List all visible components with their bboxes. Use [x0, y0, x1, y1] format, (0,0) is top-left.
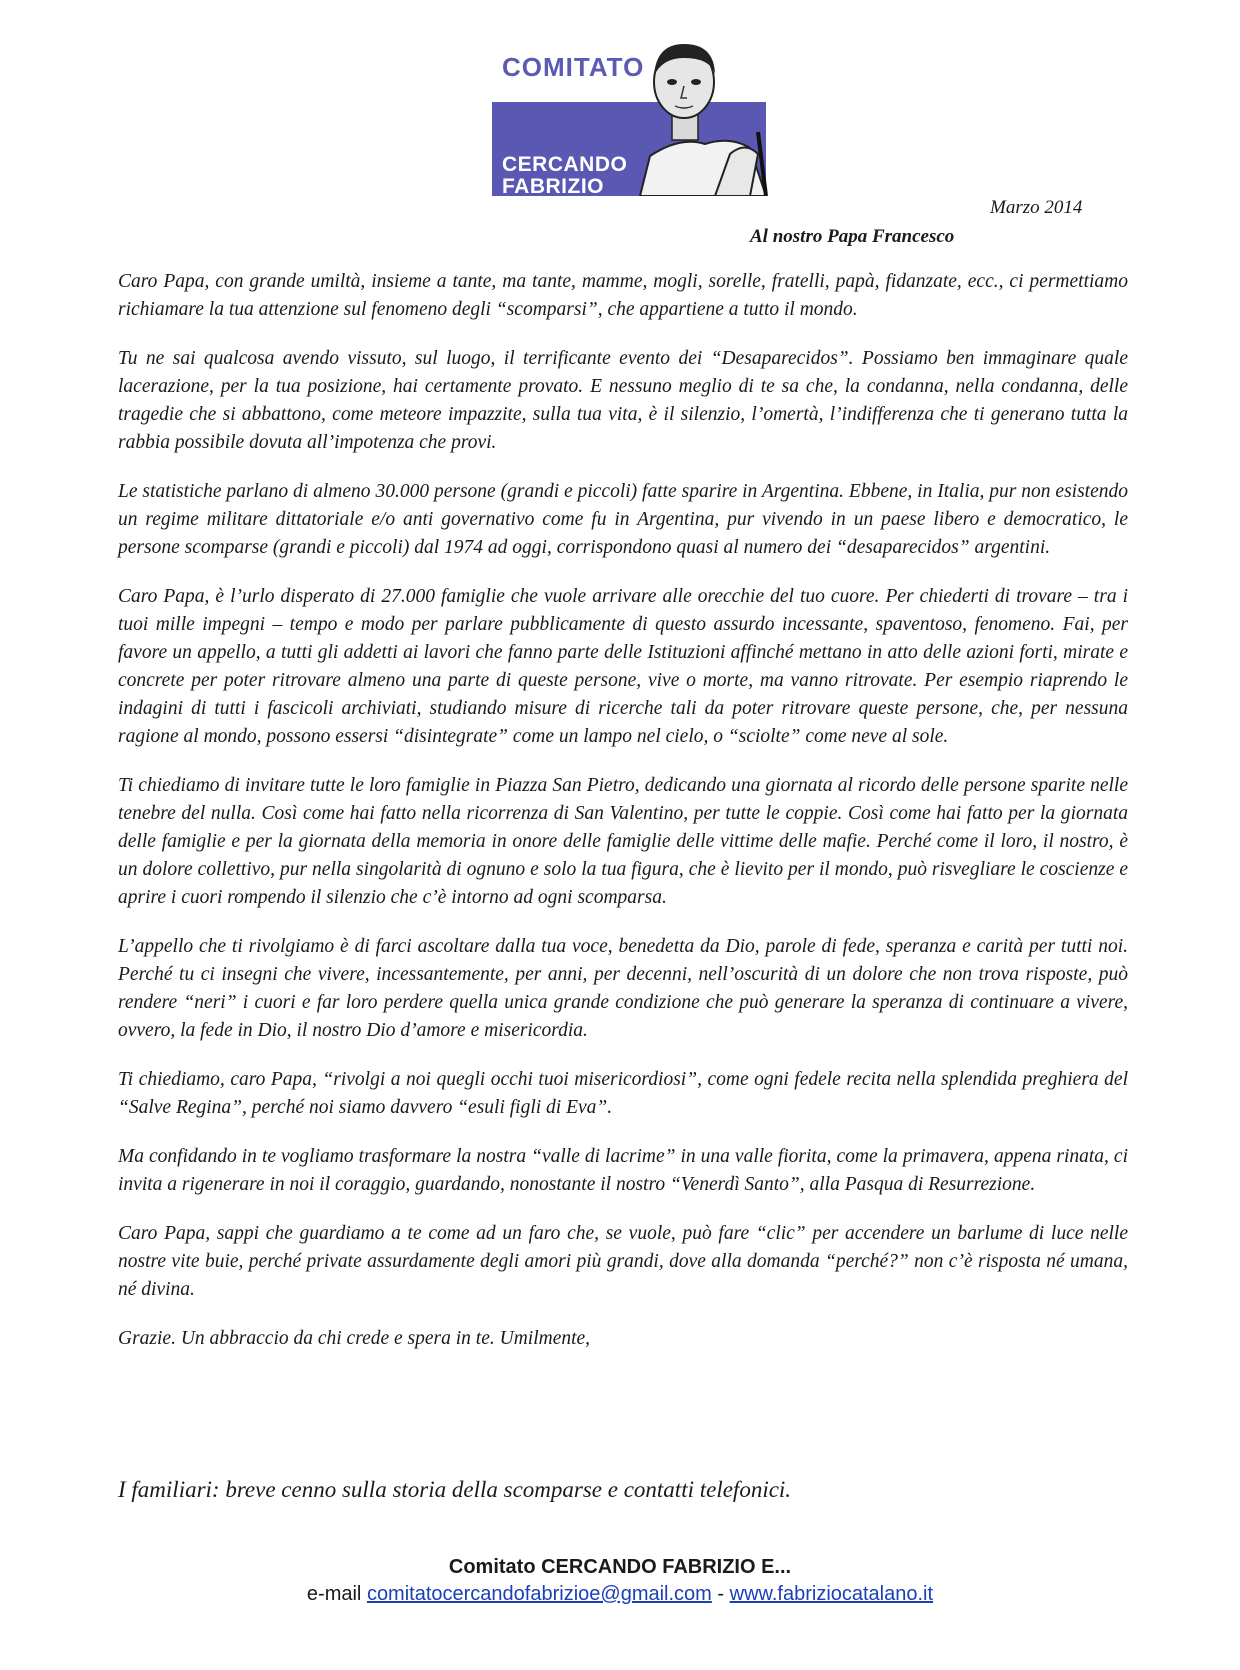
- logo-line-3: E...: [502, 197, 536, 220]
- paragraph: Caro Papa, sappi che guardiamo a te come ad un faro che, se vuole, può fare “clic” per accendere un barlume di luce nelle nostre vite buie, perché private assurdamente degli amori più grandi, dove alla domanda “perché?” non c’è risposta né umana, né divina.: [118, 1223, 1128, 1300]
- paragraph: Caro Papa, è l’urlo disperato di 27.000 famiglie che vuole arrivare alle orecchie del tuo cuore. Per chiederti di trovare – tra i tuoi mille impegni – tempo e modo per parlare pubblicamente di questo assurdo incessante, spaventoso, fenomeno. Fai, per favore un appello, a tutti gli addetti ai lavori che fanno parte delle Istituzioni affinché mettano in atto delle azioni forti, mirate e concrete per poter ritrovare almeno una parte di queste persone, vive o morte, ma vanno ritrovate. Per esempio riaprendo le indagini di tutti i fascicoli archiviati, studiando misure di ricerche tali da poter ritrovare queste persone, che, per nessuna ragione al mondo, possono essersi “disintegrate” come un lampo nel cielo, o “sciolte” come neve al sole.: [118, 586, 1128, 747]
- separator: -: [711, 1583, 730, 1605]
- logo-line-1: CERCANDO: [502, 153, 628, 176]
- footer: [0, 1556, 1240, 1606]
- letter-addressee: Al nostro Papa Francesco: [750, 226, 955, 247]
- paragraph: Caro Papa, con grande umiltà, insieme a tante, ma tante, mamme, mogli, sorelle, fratelli, papà, fidanzate, ecc., ci permettiamo richiamare la tua attenzione sul fenomeno degli “scomparsi”, che appartiene a tutto il mondo.: [118, 271, 1128, 320]
- letter-body: [118, 268, 1128, 1374]
- paragraph: Ti chiediamo di invitare tutte le loro famiglie in Piazza San Pietro, dedicando una giornata al ricordo delle persone sparite nelle tenebre del nulla. Così come hai fatto nella ricorrenza di San Valentino, per tutte le coppie. Così come hai fatto per la giornata delle famiglie e per la giornata della memoria in onore delle famiglie delle vittime delle mafie. Perché come il loro, il nostro, è un dolore collettivo, pur nella singolarità di ognuno e solo la tua figura, che è lievito per il mondo, può risvegliare le coscienze e aprire i cuori rompendo il silenzio che c’è intorno ad ogni scomparsa.: [118, 775, 1128, 908]
- footer-contact: [0, 1583, 1240, 1606]
- footer-title: Comitato CERCANDO FABRIZIO E...: [448, 1556, 792, 1578]
- portrait-photo-icon: [620, 36, 770, 196]
- letter-date: Marzo 2014: [990, 197, 1083, 218]
- logo-line-2: FABRIZIO: [502, 175, 604, 198]
- paragraph: L’appello che ti rivolgiamo è di farci ascoltare dalla tua voce, benedetta da Dio, parole di fede, speranza e carità per tutti noi. Perché tu ci insegni che vivere, incessantemente, per anni, per decenni, nell’oscurità di un dolore che non trova risposte, può rendere “neri” i cuori e far loro perdere quella unica grande condizione che può generare la speranza di continuare a vivere, ovvero, la fede in Dio, il nostro Dio d’amore e misericordia.: [118, 936, 1128, 1041]
- email-link[interactable]: comitatocercandofabrizioe@gmail.com: [366, 1583, 712, 1605]
- logo-top-word: COMITATO: [502, 52, 645, 82]
- paragraph: Ma confidando in te vogliamo trasformare la nostra “valle di lacrime” in una valle fiorita, come la primavera, appena rinata, ci invita a rigenerare in noi il coraggio, guardando, nonostante il nostro “Venerdì Santo”, alla Pasqua di Resurrezione.: [118, 1146, 1128, 1195]
- paragraph: Grazie. Un abbraccio da chi crede e spera in te. Umilmente,: [118, 1328, 591, 1349]
- familiari-note: I familiari: breve cenno sulla storia della scomparse e contatti telefonici.: [118, 1477, 792, 1502]
- email-prefix: e-mail: [306, 1583, 367, 1605]
- paragraph: Le statistiche parlano di almeno 30.000 persone (grandi e piccoli) fatte sparire in Argentina. Ebbene, in Italia, pur non esistendo un regime militare dittatoriale e/o anti governativo come fu in Argentina, pur vivendo in un paese libero e democratico, le persone scomparse (grandi e piccoli) dal 1974 ad oggi, corrispondono quasi al numero dei “desaparecidos” argentini.: [118, 481, 1128, 558]
- paragraph: Ti chiediamo, caro Papa, “rivolgi a noi quegli occhi tuoi misericordiosi”, come ogni fedele recita nella splendida preghiera del “Salve Regina”, perché noi siamo davvero “esuli figli di Eva”.: [118, 1069, 1128, 1118]
- committee-logo: [480, 36, 770, 220]
- paragraph: Tu ne sai qualcosa avendo vissuto, sul luogo, il terrificante evento dei “Desaparecidos”. Possiamo ben immaginare quale lacerazione, per la tua posizione, hai certamente provato. E nessuno meglio di te sa che, la condanna, nella condanna, delle tragedie che si abbattono, come meteore impazzite, sulla tua vita, è il silenzio, l’omertà, l’indifferenza che ti generano tutta la rabbia possibile dovuta all’impotenza che provi.: [118, 348, 1128, 453]
- website-link[interactable]: www.fabriziocatalano.it: [729, 1583, 934, 1605]
